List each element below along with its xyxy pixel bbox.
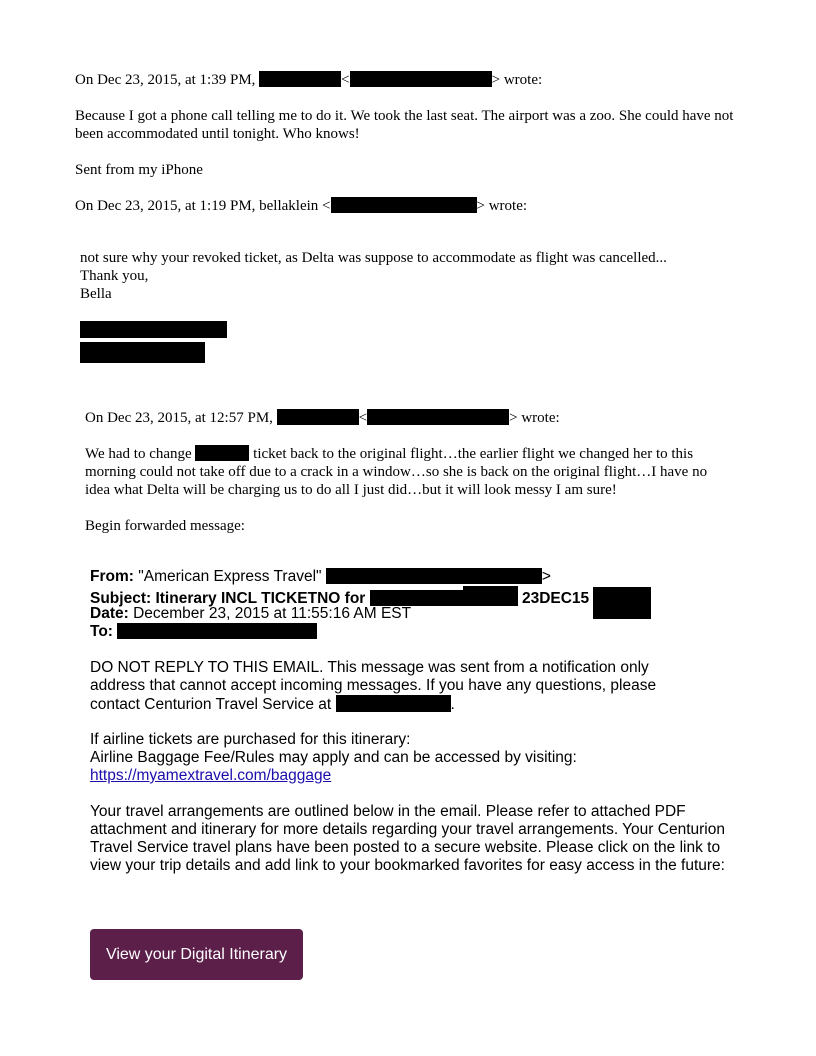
redacted-sender-email (367, 409, 509, 425)
view-digital-itinerary-button[interactable]: View your Digital Itinerary (90, 929, 303, 980)
to-row: To: (90, 623, 730, 641)
redacted-subject-extra (593, 587, 651, 619)
date-row: Date: December 23, 2015 at 11:55:16 AM EST (90, 605, 412, 622)
baggage-link[interactable]: https://myamextravel.com/baggage (90, 767, 332, 784)
forwarded-headers (90, 568, 730, 641)
redacted-signature-line-2 (80, 342, 205, 363)
redacted-subject-name (370, 590, 463, 606)
reply1-body: Because I got a phone call telling me to do it. We took the last seat. The airport was a zoo. She could have not been accommodated until tonight. Who knows! (75, 108, 734, 142)
redacted-passenger-name (195, 445, 249, 461)
subject-row: Subject: Itinerary INCL TICKETNO for 23DEC15 (90, 586, 730, 619)
reply3-header: On Dec 23, 2015, at 12:57 PM, < > wrote: (85, 410, 560, 426)
reply2-header: On Dec 23, 2015, at 1:19 PM, bellaklein < > wrote: (75, 198, 528, 214)
baggage-info: If airline tickets are purchased for this itinerary: Airline Baggage Fee/Rules may apply and can be accessed by visiting: https://myamextravel.com/baggage (90, 731, 577, 784)
reply1-header: On Dec 23, 2015, at 1:39 PM, < > wrote: (75, 72, 543, 88)
forward-label: Begin forwarded message: (85, 518, 245, 534)
travel-arrangements-text: Your travel arrangements are outlined below in the email. Please refer to attached PDF attachment and itinerary for more details regarding your travel arrangements. Your Centurion Travel Service travel plans have been posted to a secure website. Please click on the link to view your trip details and add link to your bookmarked favorites for easy access in the future: (90, 803, 725, 874)
reply2-body: not sure why your revoked ticket, as Delta was suppose to accommodate as flight was cancelled... Thank you, Bella (80, 250, 667, 302)
redacted-subject-ticket (463, 586, 518, 606)
redacted-from-email (326, 568, 542, 584)
reply3-body: We had to change ticket back to the original flight…the earlier flight we changed her to this morning could not take off due to a crack in a window…so she is back on the original flight…I have no idea what Delta will be charging us to do all I just did…but it will look messy I am sure! (85, 446, 708, 498)
redacted-to-email (117, 623, 317, 639)
redacted-sender-name (259, 71, 341, 87)
redacted-bella-email (331, 197, 477, 213)
redacted-sender-name (277, 409, 359, 425)
from-row: From: "American Express Travel" > (90, 568, 551, 585)
reply1-signature: Sent from my iPhone (75, 162, 203, 178)
redacted-sender-email (350, 71, 492, 87)
do-not-reply-notice: DO NOT REPLY TO THIS EMAIL. This message was sent from a notification only address that cannot accept incoming messages. If you have any questions, please contact Centurion Travel Service at . (90, 659, 657, 713)
redacted-signature-line-1 (80, 321, 227, 338)
redacted-phone-number (336, 695, 451, 712)
